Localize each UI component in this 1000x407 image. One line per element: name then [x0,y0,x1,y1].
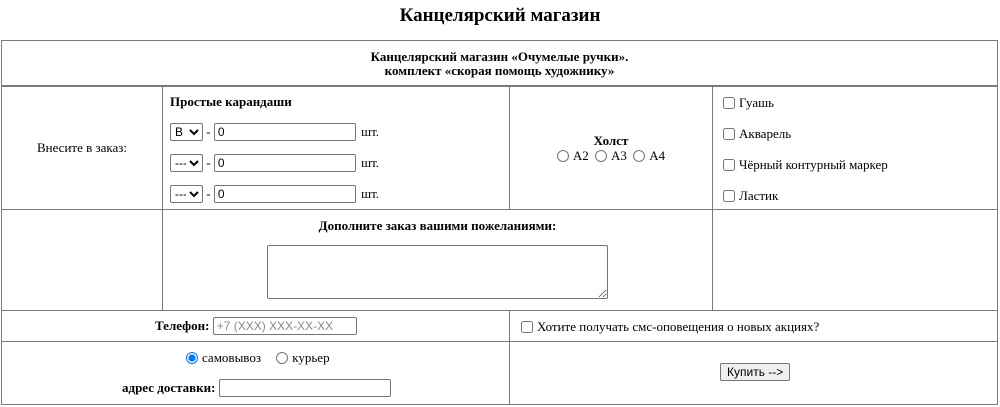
pencil-grade-select[interactable] [170,185,203,203]
phone-input[interactable] [213,317,357,335]
pencil-row [170,154,379,172]
sms-checkbox[interactable] [521,321,533,333]
delivery-options [186,350,330,366]
pencil-quantity-input[interactable] [214,185,356,203]
kit-name: комплект «скорая помощь художнику» [384,63,615,78]
order-form-table [1,40,998,405]
watercolor-checkbox[interactable] [723,128,735,140]
canvas-option-a3[interactable]: А3 [595,148,627,163]
extras-cell [712,86,998,210]
store-header-cell [1,40,998,86]
canvas-radio-a3[interactable] [595,150,607,162]
canvas-heading: Холст [593,133,629,148]
eraser-checkbox[interactable] [723,190,735,202]
sms-cell [509,310,998,342]
canvas-option-a4[interactable]: А4 [633,148,665,163]
marker-checkbox[interactable] [723,159,735,171]
extra-gouache[interactable]: Гуашь [723,95,774,111]
wishes-textarea[interactable] [267,245,608,299]
dash-separator: - [206,124,211,139]
pencil-row [170,185,379,203]
courier-radio[interactable] [276,352,288,364]
address-row [122,379,391,397]
dash-separator: - [206,155,211,170]
canvas-radio-a2[interactable] [557,150,569,162]
phone-label: Телефон: [155,318,210,333]
buy-cell [509,341,998,405]
store-name: Канцелярский магазин «Очумелые ручки». [370,49,629,64]
unit-label: шт. [361,155,380,170]
extra-watercolor[interactable]: Акварель [723,126,791,142]
delivery-cell [1,341,510,405]
unit-label: шт. [361,186,380,201]
empty-left-cell [1,209,163,311]
pencils-heading: Простые карандаши [170,94,292,109]
pencil-grade-select[interactable] [170,154,203,172]
empty-right-cell [712,209,998,311]
canvas-cell [509,86,713,210]
phone-row [155,317,357,335]
sms-option[interactable]: Хотите получать смс-оповещения о новых акциях? [521,319,819,335]
address-input[interactable] [219,379,391,397]
gouache-checkbox[interactable] [723,97,735,109]
wishes-cell [162,209,713,311]
pickup-radio[interactable] [186,352,198,364]
wishes-heading: Дополните заказ вашими пожеланиями: [318,218,557,233]
pencil-row [170,123,379,141]
pencil-grade-select[interactable] [170,123,203,141]
phone-cell [1,310,510,342]
extra-eraser[interactable]: Ластик [723,188,778,204]
unit-label: шт. [361,124,380,139]
address-label: адрес доставки: [122,380,216,395]
page-title: Канцелярский магазин [399,5,601,26]
delivery-option-courier[interactable]: курьер [276,350,329,365]
canvas-radio-a4[interactable] [633,150,645,162]
delivery-option-pickup[interactable]: самовывоз [186,350,261,365]
canvas-size-options [510,148,712,164]
pencils-cell [162,86,510,210]
order-label-cell [1,86,163,210]
canvas-option-a2[interactable]: А2 [557,148,589,163]
buy-button[interactable]: Купить --> [720,363,790,381]
pencil-quantity-input[interactable] [214,154,356,172]
dash-separator: - [206,186,211,201]
pencil-quantity-input[interactable] [214,123,356,141]
extra-marker[interactable]: Чёрный контурный маркер [723,157,888,173]
order-label: Внесите в заказ: [36,140,128,155]
